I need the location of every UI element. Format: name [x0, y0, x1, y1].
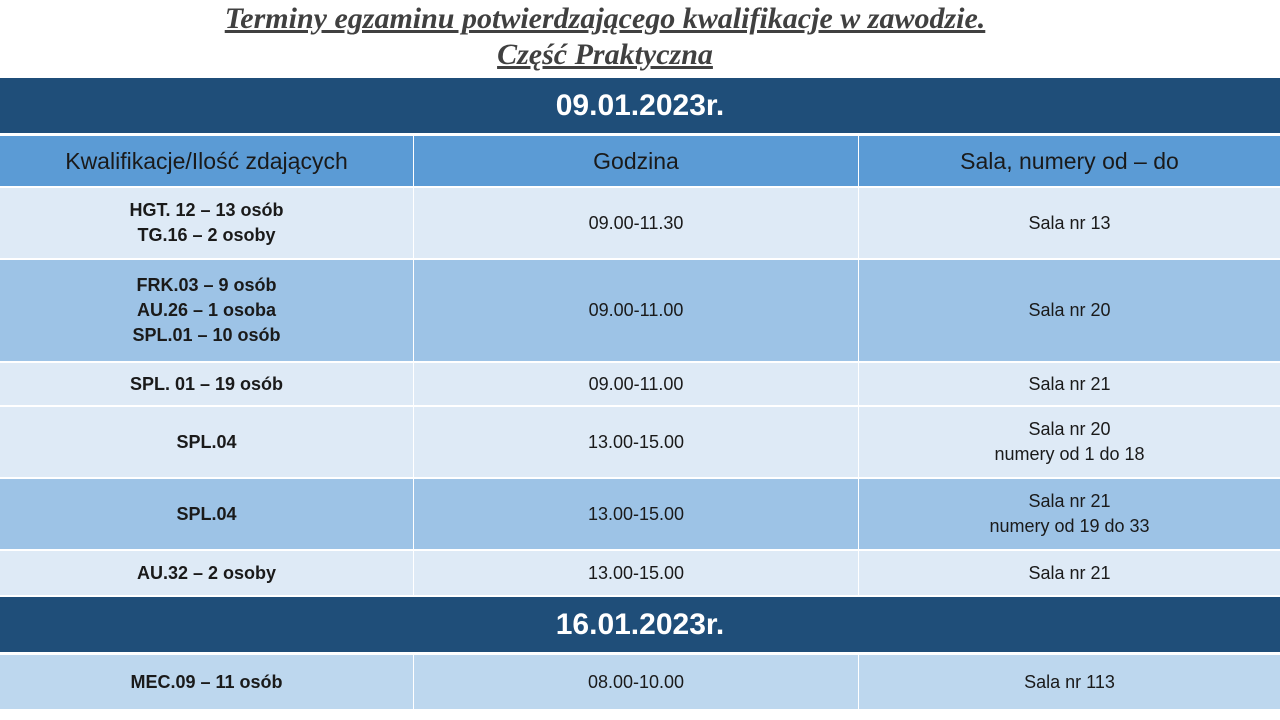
table-row — [0, 551, 1280, 597]
room-line: Sala nr 21 — [1028, 562, 1111, 583]
table-row — [0, 260, 1280, 363]
room-cell — [859, 655, 1280, 709]
qualification-line: FRK.03 – 9 osób — [136, 275, 277, 295]
room-line: numery od 19 do 33 — [989, 516, 1150, 536]
qualification-line: TG.16 – 2 osoby — [137, 225, 276, 245]
qualification-line: HGT. 12 – 13 osób — [129, 200, 284, 220]
room-line: Sala nr 20 — [1028, 300, 1111, 320]
room-line: Sala nr 113 — [1024, 671, 1115, 692]
room-line: Sala nr 13 — [1028, 212, 1111, 233]
time-cell: 09.00-11.00 — [414, 260, 859, 361]
qualifications-cell — [0, 188, 414, 258]
qualification-line: SPL. 01 – 19 osób — [129, 373, 284, 394]
title-line-2: Część Praktyczna — [497, 38, 713, 71]
exam-schedule-table — [0, 78, 1280, 720]
page-title — [0, 0, 1210, 78]
time-cell: 08.00-10.00 — [414, 655, 859, 709]
qualification-line: AU.32 – 2 osoby — [136, 562, 277, 583]
table-row — [0, 407, 1280, 479]
room-cell — [859, 188, 1280, 258]
room-cell — [859, 363, 1280, 405]
header-time: Godzina — [414, 136, 859, 186]
qualification-line: MEC.09 – 11 osób — [130, 671, 283, 692]
qualifications-cell — [0, 260, 414, 361]
qualification-line: SPL.04 — [176, 431, 237, 452]
time-cell: 13.00-15.00 — [414, 407, 859, 477]
column-headers — [0, 136, 1280, 188]
room-line: Sala nr 21 — [1028, 373, 1111, 394]
table-row — [0, 188, 1280, 260]
title-line-1: Terminy egzaminu potwierdzającego kwalifikacje w zawodzie. — [224, 2, 986, 35]
qualifications-cell — [0, 551, 414, 595]
table-row — [0, 655, 1280, 711]
date-header: 09.01.2023r. — [0, 78, 1280, 136]
qualifications-cell — [0, 479, 414, 549]
room-cell — [859, 407, 1280, 477]
room-cell — [859, 479, 1280, 549]
header-qualifications: Kwalifikacje/Ilość zdających — [0, 136, 414, 186]
table-row — [0, 363, 1280, 407]
qualification-line: SPL.04 — [176, 503, 237, 524]
table-row — [0, 479, 1280, 551]
qualification-line: SPL.01 – 10 osób — [132, 325, 281, 345]
date-header: 16.01.2023r. — [0, 597, 1280, 655]
time-cell: 09.00-11.30 — [414, 188, 859, 258]
time-cell: 13.00-15.00 — [414, 551, 859, 595]
qualifications-cell — [0, 655, 414, 709]
time-cell: 13.00-15.00 — [414, 479, 859, 549]
room-line: numery od 1 do 18 — [994, 444, 1145, 464]
room-line: Sala nr 21 — [1028, 491, 1111, 511]
qualifications-cell — [0, 363, 414, 405]
room-cell — [859, 260, 1280, 361]
room-cell — [859, 551, 1280, 595]
time-cell: 09.00-11.00 — [414, 363, 859, 405]
qualifications-cell — [0, 407, 414, 477]
room-line: Sala nr 20 — [1028, 419, 1111, 439]
header-room: Sala, numery od – do — [960, 147, 1179, 174]
qualification-line: AU.26 – 1 osoba — [136, 300, 277, 320]
